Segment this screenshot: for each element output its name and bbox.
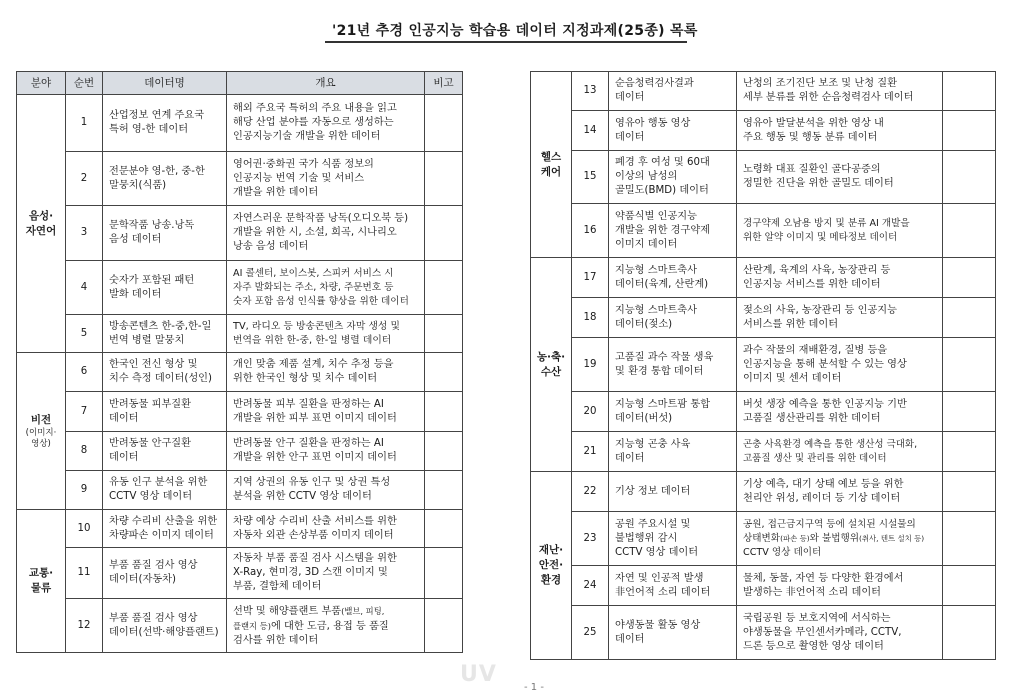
category-label: 재난· 안전· 환경 — [538, 544, 564, 586]
description-cell: 곤충 사육환경 예측을 통한 생산성 극대화, 고품질 생산 및 관리를 위한 데이터 — [737, 432, 943, 472]
table-row — [531, 432, 996, 472]
row-number: 5 — [66, 315, 103, 353]
category-cell — [531, 472, 572, 660]
description-cell: 자연스러운 문학작품 낭독(오디오북 등) 개발을 위한 시, 소설, 희곡, 시나리오 낭송 음성 데이터 — [227, 206, 425, 261]
table-row — [531, 606, 996, 660]
description-cell: 젖소의 사육, 농장관리 등 인공지능 서비스를 위한 데이터 — [737, 298, 943, 338]
table-row — [531, 566, 996, 606]
description-cell — [737, 512, 943, 566]
description-cell — [227, 599, 425, 653]
description-cell: 영유아 발달분석을 위한 영상 내 주요 행동 및 행동 분류 데이터 — [737, 111, 943, 151]
note-cell — [943, 512, 996, 566]
document-title: '21년 추경 인공지능 학습용 데이터 지정과제(25종) 목록 — [332, 23, 698, 39]
note-cell — [425, 206, 463, 261]
desc-text: 선박 및 해양플랜트 부품 — [233, 605, 342, 617]
data-name-cell: 야생동물 활동 영상 데이터 — [609, 606, 737, 660]
data-name-cell: 공원 주요시설 및 불법행위 감시 CCTV 영상 데이터 — [609, 512, 737, 566]
description-cell: 해외 주요국 특허의 주요 내용을 읽고 해당 산업 분야를 자동으로 생성하는 인공지능기술 개발을 위한 데이터 — [227, 95, 425, 152]
row-number: 7 — [66, 392, 103, 432]
desc-text: 와 불법행위 — [809, 532, 860, 544]
data-name-cell: 반려동물 안구질환 데이터 — [103, 432, 227, 471]
note-cell — [425, 152, 463, 206]
table-row — [17, 315, 463, 353]
data-name-cell: 자연 및 인공적 발생 非언어적 소리 데이터 — [609, 566, 737, 606]
row-number: 17 — [572, 258, 609, 298]
table-row — [17, 152, 463, 206]
table-row — [17, 432, 463, 471]
description-cell: 반려동물 피부 질환을 판정하는 AI 개발을 위한 피부 표면 이미지 데이터 — [227, 392, 425, 432]
row-number: 10 — [66, 510, 103, 548]
description-cell: 국립공원 등 보호지역에 서식하는 야생동물을 무인센서카메라, CCTV, 드론 등으로 촬영한 영상 데이터 — [737, 606, 943, 660]
table-row — [531, 204, 996, 258]
note-cell — [943, 258, 996, 298]
note-cell — [943, 392, 996, 432]
row-number: 22 — [572, 472, 609, 512]
table-row — [17, 353, 463, 392]
note-cell — [425, 95, 463, 152]
description-cell: 노령화 대표 질환인 골다공증의 정밀한 진단을 위한 골밀도 데이터 — [737, 151, 943, 204]
row-number: 25 — [572, 606, 609, 660]
description-cell: 버섯 생장 예측을 통한 인공지능 기반 고품질 생산관리를 위한 데이터 — [737, 392, 943, 432]
row-number: 24 — [572, 566, 609, 606]
row-number: 14 — [572, 111, 609, 151]
table-row — [17, 510, 463, 548]
data-name-cell: 지능형 스마트팜 통합 데이터(버섯) — [609, 392, 737, 432]
data-name-cell: 순음청력검사결과 데이터 — [609, 72, 737, 111]
description-cell: 반려동물 안구 질환을 판정하는 AI 개발을 위한 안구 표면 이미지 데이터 — [227, 432, 425, 471]
note-cell — [425, 599, 463, 653]
row-number: 3 — [66, 206, 103, 261]
note-cell — [425, 471, 463, 510]
data-name-cell: 차량 수리비 산출을 위한 차량파손 이미지 데이터 — [103, 510, 227, 548]
note-cell — [425, 261, 463, 315]
table-row — [531, 72, 996, 111]
note-cell — [425, 353, 463, 392]
table-row — [17, 392, 463, 432]
desc-text: CCTV 영상 데이터 — [743, 546, 822, 558]
row-number: 12 — [66, 599, 103, 653]
row-number: 8 — [66, 432, 103, 471]
description-cell: 자동차 부품 품질 검사 시스템을 위한 X-Ray, 현미경, 3D 스캔 이미지 및 부품, 결함체 데이터 — [227, 548, 425, 599]
desc-note: 플랜지 등) — [233, 620, 271, 631]
category-cell — [531, 258, 572, 472]
note-cell — [943, 111, 996, 151]
row-number: 1 — [66, 95, 103, 152]
desc-text: 상태변화 — [743, 532, 781, 544]
table-row — [531, 111, 996, 151]
description-cell: 영어권·중화권 국가 식품 정보의 인공지능 번역 기술 및 서비스 개발을 위한 데이터 — [227, 152, 425, 206]
data-name-cell: 한국인 전신 형상 및 치수 측정 데이터(성인) — [103, 353, 227, 392]
table-row — [17, 599, 463, 653]
table-row — [531, 258, 996, 298]
note-cell — [943, 432, 996, 472]
title-underline — [325, 41, 687, 43]
note-cell — [943, 566, 996, 606]
data-name-cell: 기상 정보 데이터 — [609, 472, 737, 512]
category-label: 음성· 자연어 — [25, 209, 57, 237]
row-number: 13 — [572, 72, 609, 111]
note-cell — [425, 510, 463, 548]
data-name-cell: 문학작품 낭송.낭독 음성 데이터 — [103, 206, 227, 261]
header-desc: 개요 — [227, 72, 425, 95]
row-number: 6 — [66, 353, 103, 392]
note-cell — [943, 338, 996, 392]
row-number: 21 — [572, 432, 609, 472]
data-name-cell: 폐경 후 여성 및 60대 이상의 남성의 골밀도(BMD) 데이터 — [609, 151, 737, 204]
category-label: 농·축· 수산 — [536, 350, 566, 378]
data-name-cell: 방송콘텐츠 한-중,한-일 번역 병렬 말뭉치 — [103, 315, 227, 353]
category-label: 헬스 케어 — [540, 150, 562, 178]
category-cell — [17, 95, 66, 353]
note-cell — [425, 548, 463, 599]
row-number: 19 — [572, 338, 609, 392]
desc-note: (밸브, 피팅, — [341, 605, 385, 616]
data-name-cell: 고품질 과수 작물 생육 및 환경 통합 데이터 — [609, 338, 737, 392]
data-name-cell: 숫자가 포함된 패턴 발화 데이터 — [103, 261, 227, 315]
table-row — [17, 95, 463, 152]
data-name-cell: 영유아 행동 영상 데이터 — [609, 111, 737, 151]
data-name-cell: 지능형 스마트축사 데이터(육계, 산란계) — [609, 258, 737, 298]
table-row — [531, 338, 996, 392]
desc-text: 에 대한 도금, 용접 등 품질 — [270, 620, 389, 632]
description-cell: 산란계, 육계의 사육, 농장관리 등 인공지능 서비스를 위한 데이터 — [737, 258, 943, 298]
header-note: 비고 — [425, 72, 463, 95]
category-label: 교통· 물류 — [28, 567, 54, 594]
table-row — [531, 392, 996, 432]
description-cell: 지역 상권의 유동 인구 및 상권 특성 분석을 위한 CCTV 영상 데이터 — [227, 471, 425, 510]
description-cell: 물체, 동물, 자연 등 다양한 환경에서 발생하는 非언어적 소리 데이터 — [737, 566, 943, 606]
header-no: 순번 — [66, 72, 103, 95]
category-sublabel: (이미지· 영상) — [25, 427, 57, 449]
row-number: 18 — [572, 298, 609, 338]
description-cell: 개인 맞춤 제품 설계, 치수 추정 등을 위한 한국인 형상 및 치수 데이터 — [227, 353, 425, 392]
desc-text: 공원, 접근금지구역 등에 설치된 시설물의 — [743, 518, 916, 530]
row-number: 23 — [572, 512, 609, 566]
data-name-cell: 지능형 곤충 사육 데이터 — [609, 432, 737, 472]
category-cell — [531, 72, 572, 258]
note-cell — [425, 315, 463, 353]
desc-note: (파손 등) — [780, 533, 810, 543]
table-row — [531, 472, 996, 512]
data-name-cell: 약품식별 인공지능 개발을 위한 경구약제 이미지 데이터 — [609, 204, 737, 258]
note-cell — [943, 204, 996, 258]
description-cell: 차량 예상 수리비 산출 서비스를 위한 자동차 외관 손상부품 이미지 데이터 — [227, 510, 425, 548]
note-cell — [943, 151, 996, 204]
right-table — [530, 71, 996, 660]
description-cell: AI 콜센터, 보이스봇, 스피커 서비스 시 자주 발화되는 주소, 차량, 주문번호 등 숫자 포함 음성 인식률 향상을 위한 데이터 — [227, 261, 425, 315]
row-number: 2 — [66, 152, 103, 206]
table-row — [17, 206, 463, 261]
data-name-cell: 부품 품질 검사 영상 데이터(자동차) — [103, 548, 227, 599]
description-cell: 경구약제 오남용 방지 및 분류 AI 개발을 위한 알약 이미지 및 메타정보 데이터 — [737, 204, 943, 258]
description-cell: 기상 예측, 대기 상태 예보 등을 위한 천리안 위성, 레이더 등 기상 데이터 — [737, 472, 943, 512]
row-number: 20 — [572, 392, 609, 432]
category-label: 비전 — [30, 413, 52, 426]
table-row — [17, 261, 463, 315]
note-cell — [943, 298, 996, 338]
desc-text: 검사를 위한 데이터 — [233, 634, 319, 646]
description-cell: 과수 작물의 재배환경, 질병 등을 인공지능을 통해 분석할 수 있는 영상 이미지 및 센서 데이터 — [737, 338, 943, 392]
data-name-cell: 부품 품질 검사 영상 데이터(선박·해양플랜트) — [103, 599, 227, 653]
data-name-cell: 지능형 스마트축사 데이터(젖소) — [609, 298, 737, 338]
table-row — [531, 512, 996, 566]
desc-note: (취사, 텐트 설치 등) — [859, 533, 925, 543]
description-cell: TV, 라디오 등 방송콘텐츠 자막 생성 및 번역을 위한 한-중, 한-일 병렬 데이터 — [227, 315, 425, 353]
table-header-row — [17, 72, 463, 95]
note-cell — [425, 432, 463, 471]
header-name: 데이터명 — [103, 72, 227, 95]
row-number: 4 — [66, 261, 103, 315]
table-row — [531, 298, 996, 338]
row-number: 9 — [66, 471, 103, 510]
header-category: 분야 — [17, 72, 66, 95]
data-name-cell: 전문분야 영-한, 중-한 말뭉치(식품) — [103, 152, 227, 206]
row-number: 15 — [572, 151, 609, 204]
note-cell — [943, 72, 996, 111]
row-number: 11 — [66, 548, 103, 599]
category-cell — [17, 353, 66, 510]
table-row — [17, 471, 463, 510]
data-name-cell: 산업정보 연계 주요국 특허 영-한 데이터 — [103, 95, 227, 152]
note-cell — [943, 472, 996, 512]
page-marker: - 1 - — [524, 682, 544, 693]
category-cell — [17, 510, 66, 653]
description-cell: 난청의 조기진단 보조 및 난청 질환 세부 분류를 위한 순음청력검사 데이터 — [737, 72, 943, 111]
data-name-cell: 반려동물 피부질환 데이터 — [103, 392, 227, 432]
watermark-logo: UV — [460, 662, 497, 687]
data-name-cell: 유동 인구 분석을 위한 CCTV 영상 데이터 — [103, 471, 227, 510]
note-cell — [425, 392, 463, 432]
note-cell — [943, 606, 996, 660]
table-row — [17, 548, 463, 599]
left-table — [16, 71, 463, 653]
row-number: 16 — [572, 204, 609, 258]
table-row — [531, 151, 996, 204]
